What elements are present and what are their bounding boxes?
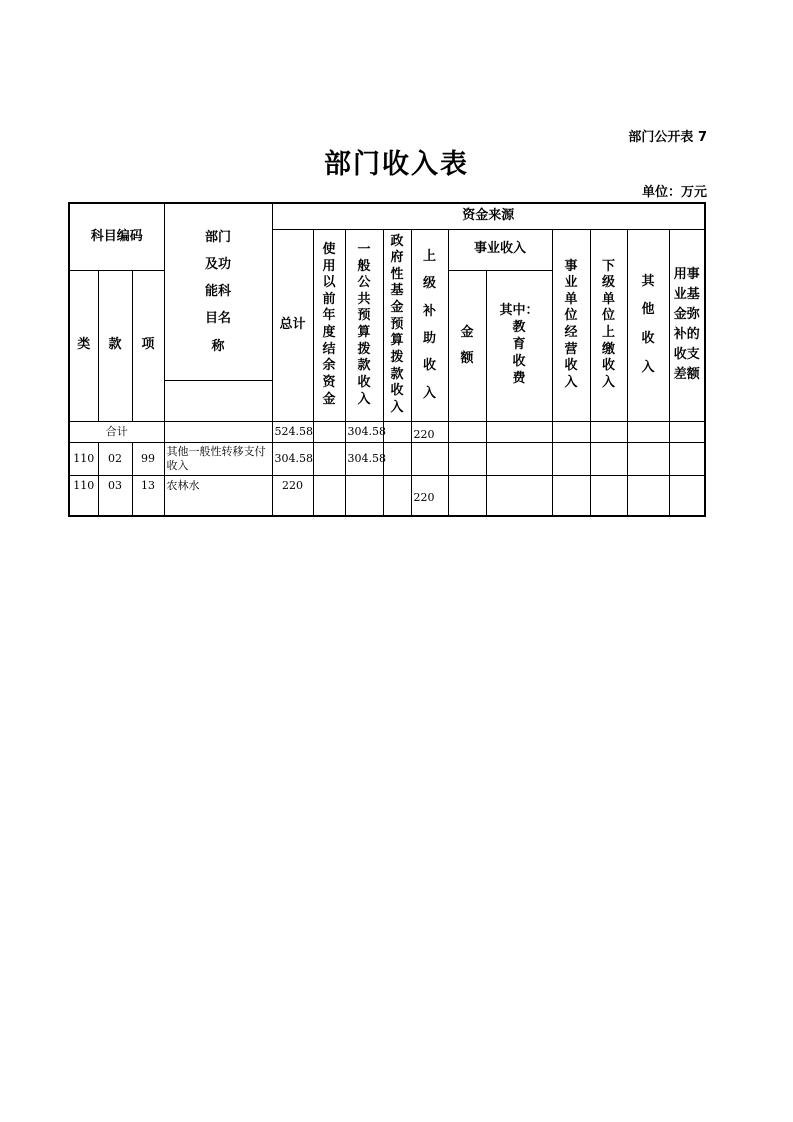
row-prior	[313, 475, 345, 516]
header-prior-year: 使用以前年度结余资金	[313, 229, 345, 421]
row-total-label: 合计	[69, 421, 164, 442]
header-general-budget: 一般公共预算拨款收入	[345, 229, 383, 421]
header-subject-code: 科目编码	[69, 203, 164, 270]
row-name: 农林水	[164, 475, 272, 516]
row-xiang: 13	[132, 475, 164, 516]
row-general	[345, 475, 383, 516]
row-xiang: 99	[132, 442, 164, 475]
row-kuan: 03	[98, 475, 132, 516]
row-total-sum: 524.58	[272, 421, 313, 442]
table-row-total	[69, 421, 705, 442]
header-gov-fund: 政府性基金预算拨款收入	[383, 229, 411, 421]
row-sum: 304.58	[272, 442, 313, 475]
header-business-income: 事业收入	[448, 229, 552, 270]
table-row	[69, 475, 705, 516]
header-edu-fee: 其中： 教育收费	[486, 270, 552, 421]
header-lei: 类	[69, 270, 98, 421]
row-prior	[313, 442, 345, 475]
row-sub	[590, 442, 627, 475]
row-total-sub	[590, 421, 627, 442]
header-business-unit-op: 事业单位经营收入	[552, 229, 590, 421]
header-subordinate-turnover: 下级单位上缴收入	[590, 229, 627, 421]
row-reserve	[669, 442, 705, 475]
header-total: 总计	[272, 229, 313, 421]
header-fund-source: 资金来源	[272, 203, 705, 229]
row-op	[552, 442, 590, 475]
unit-label: 单位：万元	[641, 185, 707, 200]
header-reserve-fund: 用事业基金弥补的收支差额	[669, 229, 705, 421]
row-general: 304.58	[345, 442, 383, 475]
row-total-edu	[486, 421, 552, 442]
row-lei: 110	[69, 442, 98, 475]
row-total-subsidy: 220	[411, 421, 448, 442]
row-total-gov	[383, 421, 411, 442]
row-amount	[448, 475, 486, 516]
header-amount: 金额	[448, 270, 486, 421]
row-edu	[486, 442, 552, 475]
row-total-reserve	[669, 421, 705, 442]
row-lei: 110	[69, 475, 98, 516]
row-op	[552, 475, 590, 516]
row-gov	[383, 442, 411, 475]
row-total-prior	[313, 421, 345, 442]
row-subsidy	[411, 442, 448, 475]
row-other	[627, 442, 669, 475]
income-table	[68, 202, 706, 517]
form-number: 部门公开表 7	[628, 130, 707, 145]
row-reserve	[669, 475, 705, 516]
row-name: 其他一般性转移支付收入	[164, 442, 272, 475]
row-amount	[448, 442, 486, 475]
header-other-income: 其他收入	[627, 229, 669, 421]
row-total-general: 304.58	[345, 421, 383, 442]
row-total-other	[627, 421, 669, 442]
row-subsidy: 220	[411, 475, 448, 516]
header-kuan: 款	[98, 270, 132, 421]
row-kuan: 02	[98, 442, 132, 475]
row-gov	[383, 475, 411, 516]
header-dept-name: 部门及功能科目名称	[164, 203, 272, 380]
header-xiang: 项	[132, 270, 164, 421]
row-total-op	[552, 421, 590, 442]
row-other	[627, 475, 669, 516]
table-row	[69, 442, 705, 475]
page-title: 部门收入表	[324, 149, 469, 180]
row-sub	[590, 475, 627, 516]
row-sum: 220	[272, 475, 313, 516]
row-edu	[486, 475, 552, 516]
header-superior-subsidy: 上级补助收入	[411, 229, 448, 421]
row-total-name	[164, 421, 272, 442]
row-total-amount	[448, 421, 486, 442]
